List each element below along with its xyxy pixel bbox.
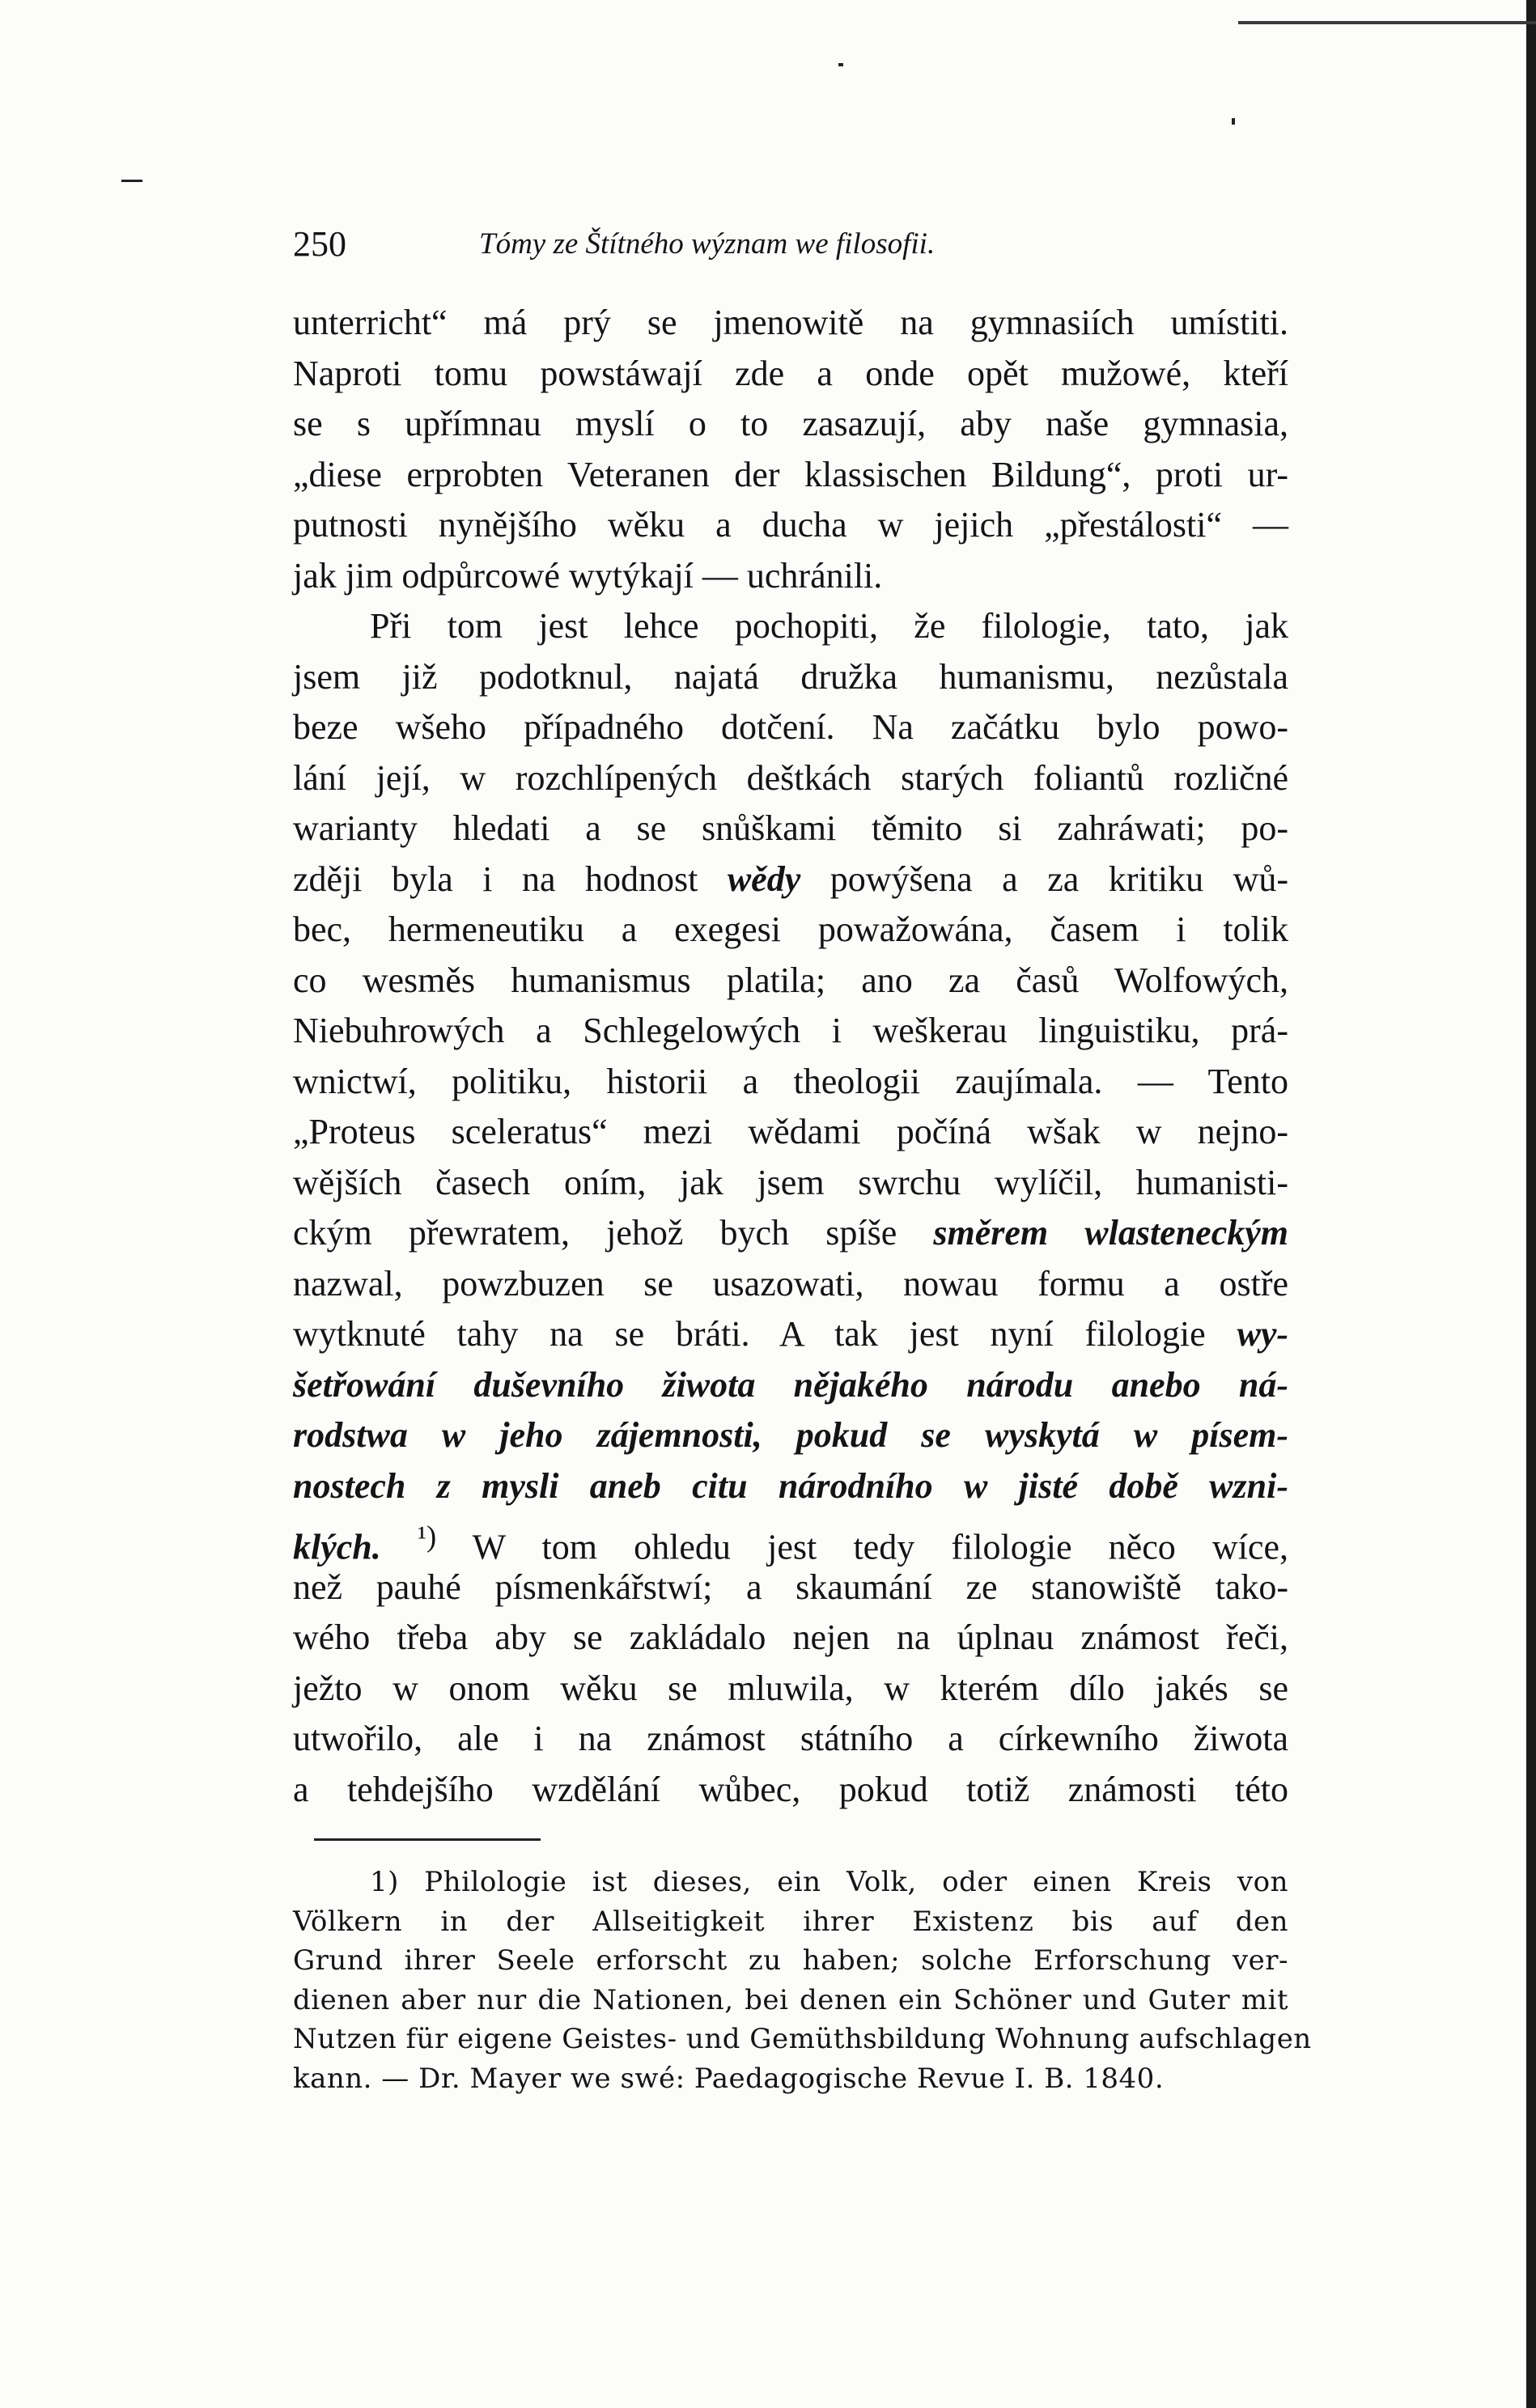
text-segment: ckým přewratem, jehož bych spíše [293, 1213, 897, 1253]
footnote-line: kann. — Dr. Mayer we swé: Paedagogische Revue I. B. 1840. [293, 2062, 1165, 2095]
text-line: Niebuhrowých a Schlegelowých i weškerau linguistiku, prá- [293, 1011, 1288, 1050]
footnote-line: Nutzen für eigene Geistes- und Gemüthsbildung Wohnung aufschlagen [293, 2023, 1312, 2055]
footnote-divider [314, 1838, 541, 1841]
scan-edge-top [1238, 0, 1536, 24]
text-line [293, 1410, 1288, 1461]
text-line [293, 854, 1288, 905]
text-line: lání její, w rozchlípených deštkách starých foliantů rozličné [293, 757, 1288, 798]
text-line [293, 1360, 1288, 1411]
italic-term: šetřowání duševního žiwota nějakého národu anebo ná- [293, 1364, 1288, 1405]
text-line [293, 1309, 1288, 1360]
footnote-line: Grund ihrer Seele erforscht zu haben; solche Erforschung ver- [293, 1944, 1288, 1977]
footnote-line: Völkern in der Allseitigkeit ihrer Existenz bis auf den [293, 1905, 1288, 1938]
italic-term: nostech z mysli aneb citu národního w jisté době wzni- [293, 1465, 1288, 1506]
italic-term: wy- [1237, 1314, 1289, 1354]
text-line: wějších časech oním, jak jsem swrchu wylíčil, humanisti- [293, 1162, 1288, 1202]
footnote-line: 1) Philologie ist dieses, ein Volk, oder einen Kreis von [370, 1866, 1288, 1898]
text-line [293, 1461, 1288, 1512]
text-segment: zději byla i na hodnost [293, 858, 698, 899]
footnote-reference: ¹) [417, 1520, 437, 1553]
scan-speck [1232, 118, 1235, 125]
text-line: Při tom jest lehce pochopiti, že filologie, tato, jak [370, 606, 1288, 646]
scan-edge-right [1526, 0, 1536, 2408]
text-line: se s upřímnau myslí o to zasazují, aby naše gymnasia, [293, 404, 1288, 443]
italic-term: wědy [727, 858, 801, 899]
text-segment: wytknuté tahy na se bráti. A tak jest nyní filologie [293, 1314, 1206, 1354]
scan-speck [121, 180, 142, 182]
text-line: „Proteus sceleratus“ mezi wědami počíná wšak w nejno- [293, 1112, 1288, 1151]
running-title: Tómy ze Štítného wýznam we filosofii. [479, 227, 936, 261]
italic-term: směrem wlasteneckým [933, 1213, 1288, 1253]
text-line [293, 1511, 1288, 1567]
text-line: „diese erprobten Veteranen der klassischen Bildung“, proti ur- [293, 454, 1288, 494]
text-line: než pauhé písmenkářstwí; a skaumání ze stanowiště tako- [293, 1566, 1288, 1607]
page-header [293, 220, 1288, 269]
scan-speck [838, 63, 843, 66]
text-line: wnictwí, politiku, historii a theologii zaujímala. — Tento [293, 1061, 1288, 1101]
text-line: warianty hledati a se snůškami těmito si zahráwati; po- [293, 808, 1288, 848]
text-line: beze wšeho případného dotčení. Na začátku bylo powo- [293, 707, 1288, 747]
footnote-line: dienen aber nur die Nationen, bei denen ein Schöner und Guter mit [293, 1983, 1288, 2016]
text-segment: powýšena a za kritiku wů- [830, 858, 1288, 899]
text-line: co wesměs humanismus platila; ano za časů Wolfowých, [293, 960, 1288, 1000]
text-line: Naproti tomu powstáwají zde a onde opět mužowé, kteří [293, 353, 1288, 393]
main-text [293, 298, 1288, 1815]
text-line: a tehdejšího wzdělání wůbec, pokud totiž známosti této [293, 1769, 1288, 1809]
text-line: nazwal, powzbuzen se usazowati, nowau formu a ostře [293, 1263, 1288, 1304]
text-line: bec, hermeneutiku a exegesi powažowána, časem i tolik [293, 909, 1288, 949]
text-line: utwořilo, ale i na známost státního a církewního žiwota [293, 1719, 1288, 1758]
italic-term: klých. [293, 1527, 381, 1567]
text-line [293, 1208, 1288, 1259]
page-number: 250 [293, 224, 346, 264]
text-line: wého třeba aby se zakládalo nejen na úplnau známost řeči, [293, 1617, 1288, 1657]
text-line: putnosti nynějšího wěku a ducha w jejich „přestálosti“ — [293, 505, 1288, 545]
text-line: ježto w onom wěku se mluwila, w kterém dílo jakés se [293, 1668, 1288, 1708]
text-line: unterricht“ má prý se jmenowitě na gymnasiích umístiti. [293, 303, 1288, 342]
footnote [293, 1863, 1312, 2098]
text-line: jsem již podotknul, najatá družka humanismu, nezůstala [293, 656, 1288, 697]
text-line: jak jim odpůrcowé wytýkají — uchránili. [293, 555, 883, 596]
text-segment: W tom ohledu jest tedy filologie něco wíce, [472, 1527, 1288, 1567]
italic-term: rodstwa w jeho zájemnosti, pokud se wyskytá w písem- [293, 1415, 1288, 1455]
